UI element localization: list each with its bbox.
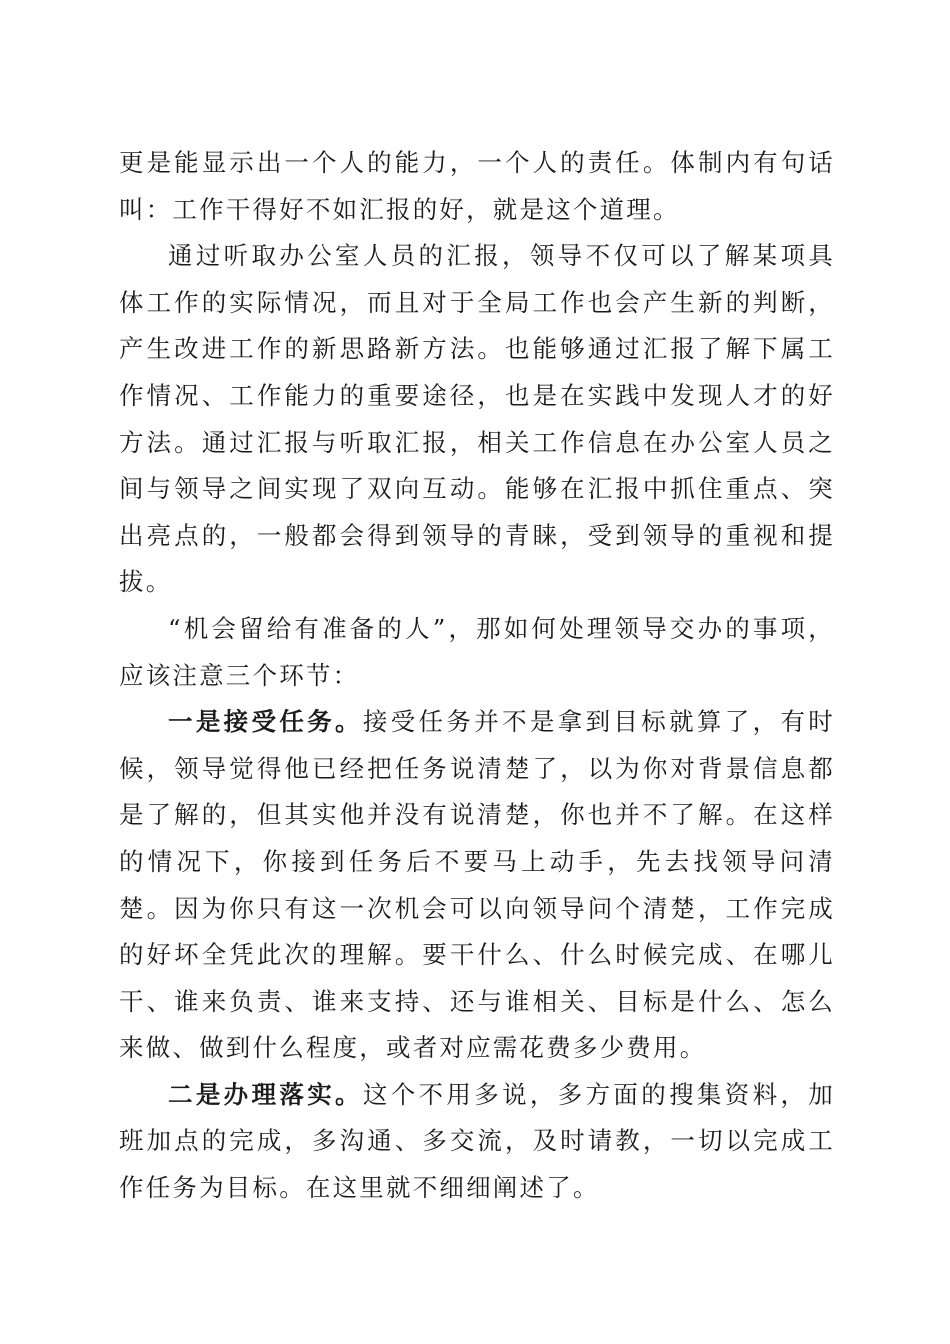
paragraph-text: “机会留给有准备的人”，那如何处理领导交办的事项，应该注意三个环节： [119,613,835,690]
paragraph-text: 接受任务并不是拿到目标就算了，有时候，领导觉得他已经把任务说清楚了，以为你对背景信息都是了解的，但其实他并没有说清楚，你也并不了解。在这样的情况下，你接到任务后不要马上动手，先去找领导问清楚。因为你只有这一次机会可以向领导问个清楚，工作完成的好坏全凭此次的理解。要干什么、什么时候完成、在哪儿干、谁来负责、谁来支持、还与谁相关、目标是什么、怎么来做、做到什么程度，或者对应需花费多少费用。 [119,707,835,1063]
paragraph-three-steps-intro [119,606,835,699]
paragraph-text: 这个不用多说，多方面的搜集资料，加班加点的完成，多沟通、多交流，及时请教，一切以完成工作任务为目标。在这里就不细细阐述了。 [119,1079,835,1203]
document-page [119,140,835,1212]
paragraph-text: 通过听取办公室人员的汇报，领导不仅可以了解某项具体工作的实际情况，而且对于全局工作也会产生新的判断，产生改进工作的新思路新方法。也能够通过汇报了解下属工作情况、工作能力的重要途径，也是在实践中发现人才的好方法。通过汇报与听取汇报，相关工作信息在办公室人员之间与领导之间实现了双向互动。能够在汇报中抓住重点、突出亮点的，一般都会得到领导的青睐，受到领导的重视和提拔。 [119,241,835,597]
paragraph-lead-heading: 一是接受任务。 [168,707,363,737]
paragraph-lead-heading: 二是办理落实。 [168,1079,363,1109]
paragraph-report-benefits [119,233,835,606]
paragraph-continuation [119,140,835,233]
paragraph-step-accept-task [119,699,835,1072]
paragraph-text: 更是能显示出一个人的能力，一个人的责任。体制内有句话叫：工作干得好不如汇报的好，就是这个道理。 [119,148,835,224]
paragraph-step-implement [119,1072,835,1212]
